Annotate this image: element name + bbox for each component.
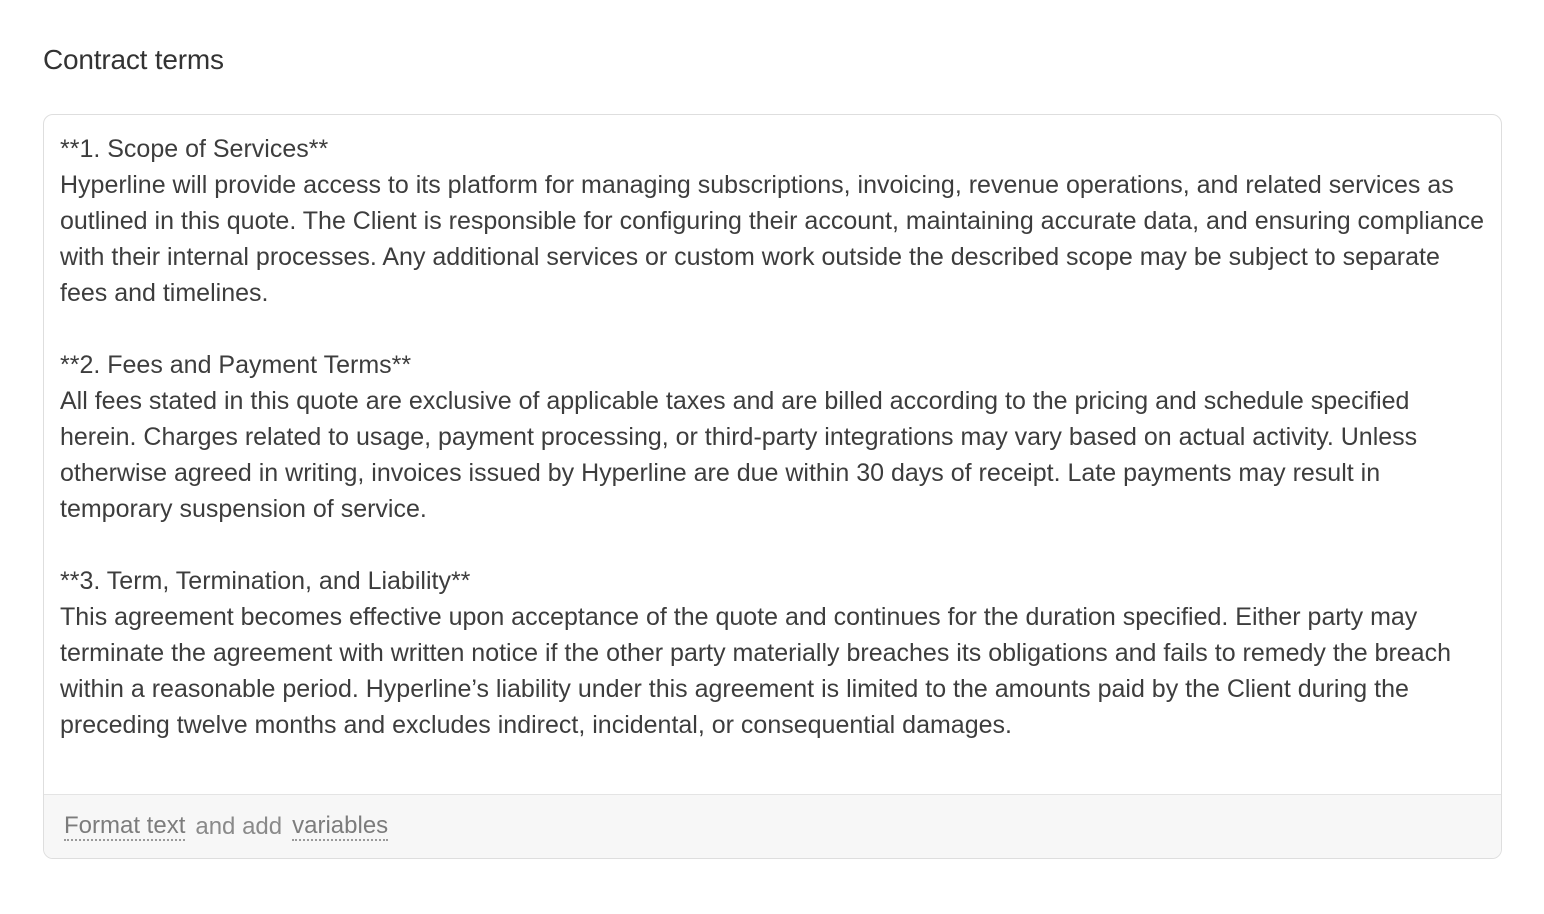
section-title: Contract terms [43,44,224,75]
terms-body-2: All fees stated in this quote are exclusive of applicable taxes and are billed according to the pricing and schedule specified herein. Charges related to usage, payment processing, or third-party integrations may vary based on actual activity. Unless otherwise agreed in writing, invoices issued by Hyperline are due within 30 days of receipt. Late payments may result in temporary suspension of service. [60,387,1418,523]
terms-body-1: Hyperline will provide access to its platform for managing subscriptions, invoicing, revenue operations, and related services as outlined in this quote. The Client is responsible for configuring their account, maintaining accurate data, and ensuring compliance with their internal processes. Any additional services or custom work outside the described scope may be subject to separate fees and timelines. [60,171,1484,307]
variables-link[interactable]: variables [292,811,389,839]
contract-terms-section [43,40,1502,840]
contract-terms-textarea[interactable] [60,131,1487,791]
terms-paragraph-3 [60,563,1487,743]
hint-connector-text: and add [195,812,283,840]
terms-heading-2: **2. Fees and Payment Terms** [60,351,412,379]
editor-hint-bar [44,794,1501,858]
terms-heading-3: **3. Term, Termination, and Liability** [60,567,471,595]
terms-body-3: This agreement becomes effective upon acceptance of the quote and continues for the duration specified. Either party may terminate the agreement with written notice if the other party materially breaches its obligations and fails to remedy the breach within a reasonable period. Hyperline’s liability under this agreement is limited to the amounts paid by the Client during the preceding twelve months and excludes indirect, incidental, or consequential damages. [60,603,1451,739]
terms-heading-1: **1. Scope of Services** [60,135,329,163]
terms-paragraph-1 [60,131,1487,311]
format-text-link[interactable]: Format text [64,811,186,839]
contract-terms-editor[interactable] [43,114,1502,859]
terms-paragraph-2 [60,347,1487,527]
